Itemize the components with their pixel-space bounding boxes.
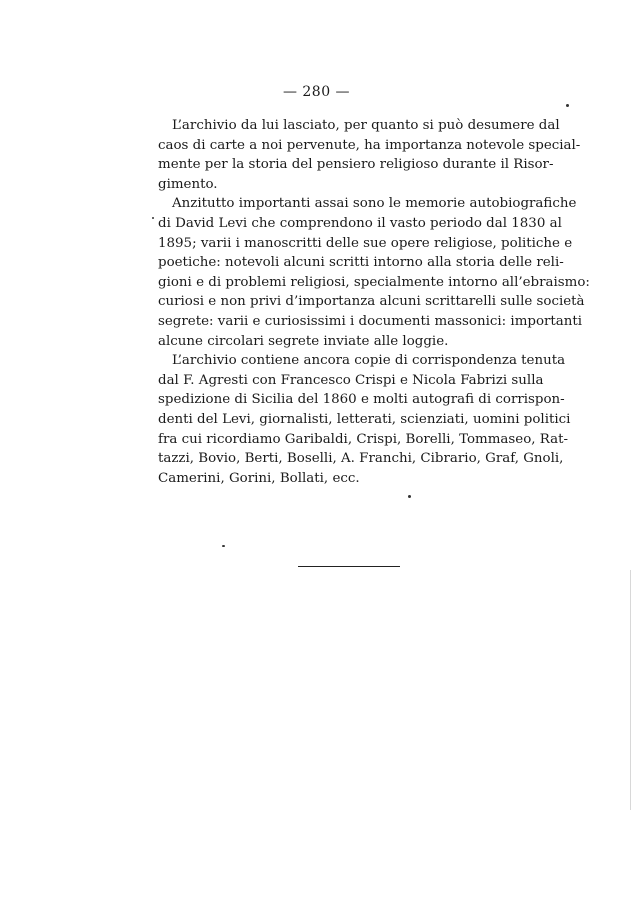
text-line: Camerini, Gorini, Bollati, ecc.	[158, 470, 360, 486]
ink-speck	[566, 104, 569, 107]
text-line: curiosi e non privi d’importanza alcuni scrittarelli sulle società	[158, 294, 585, 310]
body-text	[158, 116, 590, 488]
text-line: poetiche: notevoli alcuni scritti intorno alla storia delle reli-	[158, 255, 564, 271]
text-line: mente per la storia del pensiero religioso durante il Risor-	[158, 157, 554, 173]
text-line: Anzitutto importanti assai sono le memorie autobiografiche	[172, 196, 577, 212]
text-line: fra cui ricordiamo Garibaldi, Crispi, Borelli, Tommaseo, Rat-	[158, 431, 569, 447]
text-line: denti del Levi, giornalisti, letterati, scienziati, uomini politici	[158, 411, 571, 427]
text-line: gioni e di problemi religiosi, specialmente intorno all’ebraismo:	[158, 274, 590, 290]
text-line: gimento.	[158, 176, 218, 192]
text-line: 1895; varii i manoscritti delle sue opere religiose, politiche e	[158, 235, 573, 251]
text-line: caos di carte a noi pervenute, ha importanza notevole special-	[158, 137, 581, 153]
section-divider	[298, 566, 400, 567]
text-line: L’archivio contiene ancora copie di corrispondenza tenuta	[172, 353, 566, 369]
page-number: — 280 —	[282, 84, 351, 100]
text-line: L’archivio da lui lasciato, per quanto si può desumere dal	[172, 118, 560, 133]
text-line: dal F. Agresti con Francesco Crispi e Nicola Fabrizi sulla	[158, 372, 544, 388]
text-line: spedizione di Sicilia del 1860 e molti autografi di corrispon-	[158, 392, 565, 408]
text-line: tazzi, Bovio, Berti, Boselli, A. Franchi, Cibrario, Graf, Gnoli,	[158, 451, 564, 467]
ink-speck	[222, 545, 225, 547]
text-line: alcune circolari segrete inviate alle loggie.	[158, 333, 449, 349]
text-line: di David Levi che comprendono il vasto periodo dal 1830 al	[158, 215, 562, 231]
ink-speck	[408, 495, 411, 498]
text-line: segrete: varii e curiosissimi i documenti massonici: importanti	[158, 313, 583, 329]
scan-edge	[630, 570, 631, 810]
ink-speck	[152, 217, 154, 219]
